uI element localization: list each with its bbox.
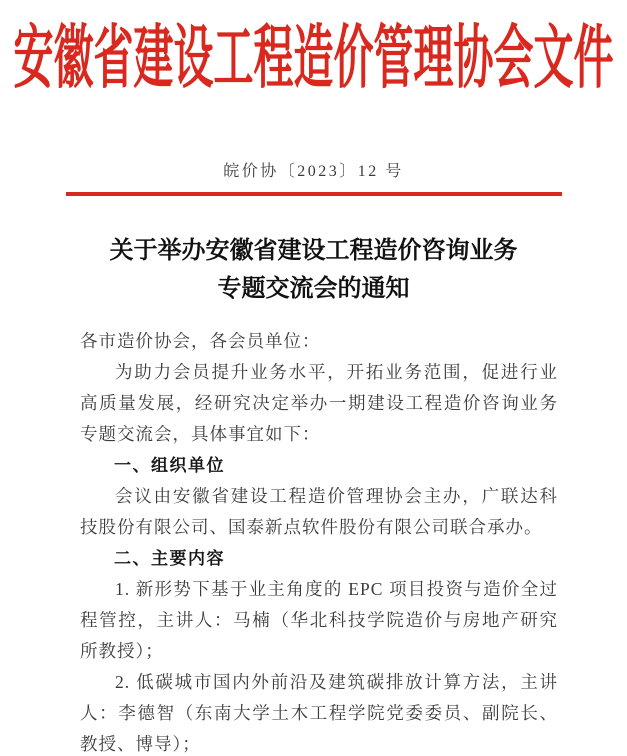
intro-paragraph: 为助力会员提升业务水平，开拓业务范围，促进行业高质量发展，经研究决定举办一期建设工程造价咨询业务专题交流会，具体事宜如下：	[80, 362, 558, 444]
salutation: 各市造价协会，各会员单位：	[80, 331, 321, 351]
red-divider-line	[66, 192, 562, 196]
section-heading-organizers: 一、组织单位	[114, 456, 225, 475]
doc-title	[0, 232, 627, 308]
document-body	[80, 326, 558, 756]
topic-item-2: 2. 低碳城市国内外前沿及建筑碳排放计算方法，主讲人：李德智（东南大学土木工程学院党委委员、副院长、教授、博导）；	[80, 672, 558, 754]
agency-header-title: 安徽省建设工程造价管理协会文件	[13, 18, 614, 97]
doc-title-line1: 关于举办安徽省建设工程造价咨询业务	[109, 238, 518, 264]
organizers-paragraph: 会议由安徽省建设工程造价管理协会主办，广联达科技股份有限公司、国泰新点软件股份有限公司联合承办。	[80, 486, 558, 537]
topic-item-1: 1. 新形势下基于业主角度的 EPC 项目投资与造价全过程管控，主讲人：马楠（华北科技学院造价与房地产研究所教授）；	[80, 579, 558, 661]
doc-number: 皖价协〔2023〕12 号	[223, 163, 404, 180]
doc-title-line2: 专题交流会的通知	[217, 276, 410, 302]
section-heading-main-content: 二、主要内容	[114, 549, 225, 568]
